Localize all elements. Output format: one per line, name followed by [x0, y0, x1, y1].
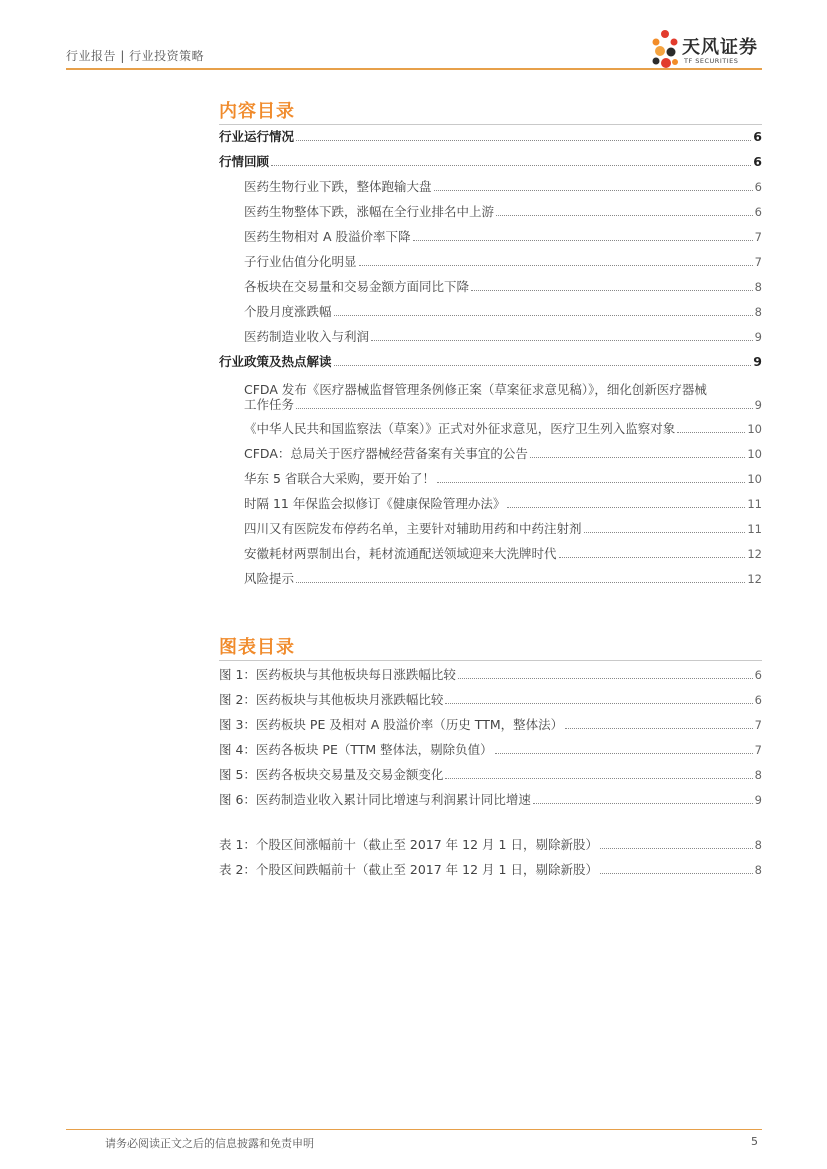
toc-entry-text: 医药制造业收入与利润 [244, 329, 370, 344]
toc-entry-text: 四川又有医院发布停药名单，主要针对辅助用药和中药注射剂 [244, 521, 582, 536]
toc-entry-text: 《中华人民共和国监察法（草案）》正式对外征求意见，医疗卫生列入监察对象 [244, 421, 676, 436]
dot-leader [471, 290, 753, 291]
toc-title: 内容目录 [219, 101, 295, 122]
figure-title-rule [219, 660, 762, 661]
dot-leader [533, 803, 753, 804]
toc-entry[interactable] [244, 280, 762, 294]
dot-leader [437, 482, 745, 483]
figures-entry-text: 图 3：医药板块 PE 及相对 A 股溢价率（历史 TTM，整体法） [219, 717, 564, 732]
figures-entry-page: 7 [754, 743, 762, 757]
figures-entry[interactable] [219, 693, 762, 707]
figures-entry-text: 图 6：医药制造业收入累计同比增速与利润累计同比增速 [219, 792, 531, 807]
dot-leader [445, 778, 752, 779]
figures-entry-page: 8 [754, 768, 762, 782]
dot-leader [530, 457, 745, 458]
toc-entry[interactable] [244, 422, 762, 436]
toc-entry[interactable] [219, 155, 762, 169]
figures-entry-text: 图 2：医药板块与其他板块月涨跌幅比较 [219, 692, 444, 707]
toc-entry-text-line1: CFDA 发布《医疗器械监督管理条例修正案（草案征求意见稿）》，细化创新医疗器械 [244, 382, 707, 397]
dot-leader [507, 507, 745, 508]
toc-entry-page: 10 [747, 422, 762, 436]
dot-leader [496, 215, 753, 216]
toc-entry[interactable] [244, 572, 762, 586]
toc-entry-page: 7 [754, 230, 762, 244]
toc-entry-text: 行情回顾 [219, 154, 270, 169]
dot-leader [296, 408, 753, 409]
toc-entry[interactable] [244, 255, 762, 269]
toc-entry-text: 医药生物相对 A 股溢价率下降 [244, 229, 411, 244]
figures-entry-page: 7 [754, 718, 762, 732]
toc-entry-text: 华东 5 省联合大采购，要开始了！ [244, 471, 435, 486]
toc-entry-page: 7 [754, 255, 762, 269]
dot-leader [413, 240, 753, 241]
figure-list-title: 图表目录 [219, 637, 295, 658]
company-logo [650, 29, 770, 73]
toc-entry[interactable] [219, 355, 762, 369]
figures-entry[interactable] [219, 768, 762, 782]
toc-entry[interactable] [244, 547, 762, 561]
dot-leader [334, 315, 753, 316]
toc-entry-page: 10 [747, 472, 762, 486]
toc-entry-text: 风险提示 [244, 571, 295, 586]
toc-entry-page: 9 [754, 398, 762, 412]
tables-entry[interactable] [219, 863, 762, 877]
figures-entry[interactable] [219, 743, 762, 757]
dot-leader [600, 873, 753, 874]
dot-leader [296, 582, 745, 583]
toc-entry[interactable] [244, 398, 762, 412]
dot-leader [445, 703, 752, 704]
dot-leader [359, 265, 753, 266]
dot-leader [434, 190, 753, 191]
toc-entry-text: CFDA：总局关于医疗器械经营备案有关事宜的公告 [244, 446, 528, 461]
toc-entry-text: 工作任务 [244, 397, 295, 412]
dot-leader [495, 753, 753, 754]
dot-leader [458, 678, 753, 679]
toc-entry-page: 6 [753, 129, 762, 144]
breadcrumb: 行业报告 | 行业投资策略 [66, 49, 205, 63]
toc-entry-text: 医药生物整体下跌，涨幅在全行业排名中上游 [244, 204, 495, 219]
toc-entry-text: 个股月度涨跌幅 [244, 304, 332, 319]
logo-subtitle: TF SECURITIES [684, 57, 739, 65]
toc-entry-page: 12 [747, 547, 762, 561]
figures-entry-text: 图 4：医药各板块 PE（TTM 整体法，剔除负值） [219, 742, 493, 757]
dot-leader [371, 340, 753, 341]
toc-entry-text: 时隔 11 年保监会拟修订《健康保险管理办法》 [244, 496, 506, 511]
figures-entry[interactable] [219, 793, 762, 807]
toc-entry-page: 6 [754, 205, 762, 219]
dot-leader [677, 432, 745, 433]
toc-title-rule [219, 124, 762, 125]
figures-entry-page: 9 [754, 793, 762, 807]
figures-entry-page: 6 [754, 693, 762, 707]
toc-entry-page: 9 [754, 330, 762, 344]
toc-entry-page: 12 [747, 572, 762, 586]
figures-entry[interactable] [219, 668, 762, 682]
dot-leader [271, 165, 751, 166]
toc-entry[interactable] [244, 447, 762, 461]
toc-entry-page: 8 [754, 305, 762, 319]
toc-entry-text: 安徽耗材两票制出台，耗材流通配送领域迎来大洗牌时代 [244, 546, 557, 561]
page-number: 5 [751, 1135, 758, 1148]
toc-entry-page: 9 [753, 354, 762, 369]
toc-entry[interactable] [244, 305, 762, 319]
tables-entry-page: 8 [754, 863, 762, 877]
toc-entry-text: 行业政策及热点解读 [219, 354, 332, 369]
toc-entry-text: 子行业估值分化明显 [244, 254, 357, 269]
tables-entry-text: 表 2：个股区间跌幅前十（截止至 2017 年 12 月 1 日，剔除新股） [219, 862, 598, 877]
toc-entry-page: 10 [747, 447, 762, 461]
dot-leader [584, 532, 746, 533]
logo-name: 天风证券 [682, 37, 758, 58]
footer-divider [66, 1129, 762, 1130]
footer-disclaimer: 请务必阅读正文之后的信息披露和免责申明 [105, 1137, 314, 1150]
toc-entry-page: 11 [747, 497, 762, 511]
dot-leader [559, 557, 746, 558]
toc-entry-text: 各板块在交易量和交易金额方面同比下降 [244, 279, 470, 294]
toc-entry[interactable] [244, 497, 762, 511]
toc-entry[interactable] [244, 180, 762, 194]
toc-entry[interactable] [244, 230, 762, 244]
dot-leader [334, 365, 752, 366]
toc-entry-text: 行业运行情况 [219, 129, 295, 144]
toc-entry[interactable] [244, 472, 762, 486]
tables-entry[interactable] [219, 838, 762, 852]
toc-entry[interactable] [244, 522, 762, 536]
toc-entry-page: 11 [747, 522, 762, 536]
toc-entry-text: 医药生物行业下跌，整体跑输大盘 [244, 179, 432, 194]
toc-entry-page: 8 [754, 280, 762, 294]
tables-entry-text: 表 1：个股区间涨幅前十（截止至 2017 年 12 月 1 日，剔除新股） [219, 837, 598, 852]
toc-entry[interactable] [244, 330, 762, 344]
toc-entry-page: 6 [753, 154, 762, 169]
toc-entry-page: 6 [754, 180, 762, 194]
logo-mark-icon [650, 29, 680, 73]
figures-entry-text: 图 5：医药各板块交易量及交易金额变化 [219, 767, 444, 782]
toc-entry[interactable] [244, 205, 762, 219]
figures-entry[interactable] [219, 718, 762, 732]
dot-leader [296, 140, 751, 141]
figures-entry-page: 6 [754, 668, 762, 682]
dot-leader [600, 848, 753, 849]
figures-entry-text: 图 1：医药板块与其他板块每日涨跌幅比较 [219, 667, 456, 682]
toc-entry[interactable] [219, 130, 762, 144]
tables-entry-page: 8 [754, 838, 762, 852]
dot-leader [565, 728, 753, 729]
